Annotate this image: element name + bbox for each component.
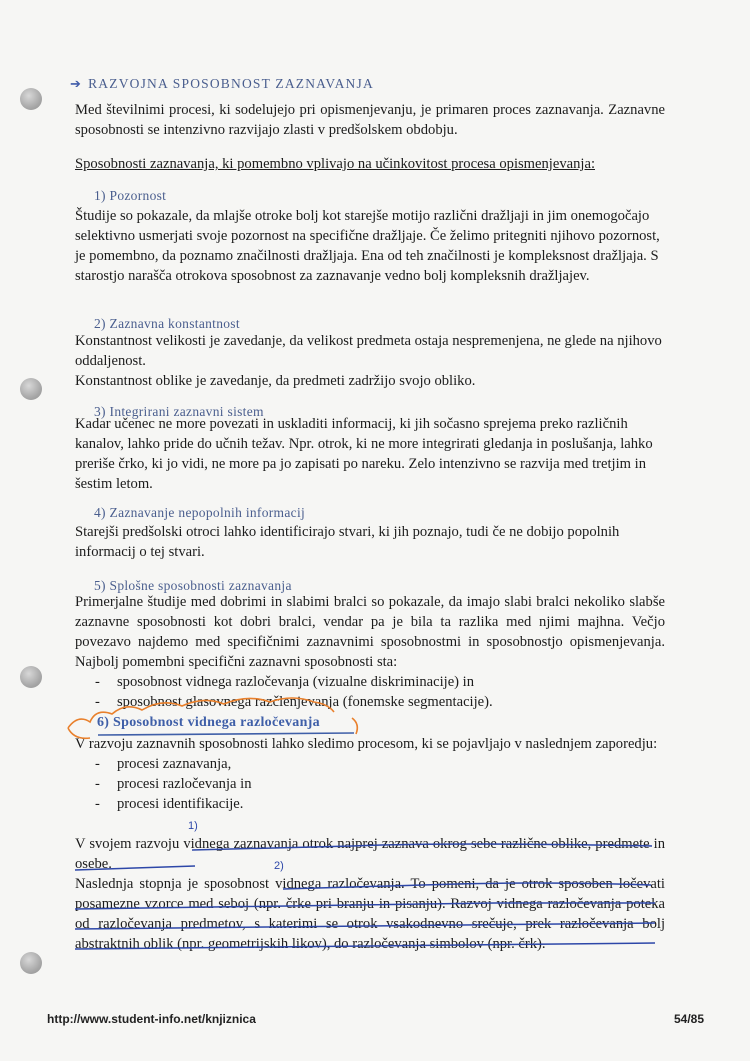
section-body-5: [75, 592, 665, 712]
main-heading: ➔ RAZVOJNA SPOSOBNOST ZAZNAVANJA: [70, 76, 374, 91]
highlight-cloud-end: [352, 718, 357, 734]
section-body-5-text: Primerjalne študije med dobrimi in slabimi bralci so pokazale, da imajo slabi bralci nekoliko slabše zaznavne sposobnosti kot dobri bralci, vendar pa je bila ta razlika med njimi majhna. Večjo povezavo najdemo med specifičnimi zaznavnimi sposobnostmi in sposobnostjo opismenjevanja. Najbolj pomembni specifični zaznavni sposobnosti sta:: [75, 594, 665, 670]
section-title-3: 3) Integrirani zaznavni sistem: [94, 404, 264, 419]
section-body-2: [75, 331, 665, 391]
section-body-1: Študije so pokazale, da mlajše otroke bolj kot starejše motijo različni dražljaji in jim onemogočajo selektivno usmerjati svoje pozornost na specifične dražljaje. Če želimo pritegniti njihovo pozornost, je pomembno, da poznamo značilnosti dražljaja. Ena od teh značilnosti je kompleksnost dražljaja. S starostjo narašča otrokova sposobnost za zaznavanje vedno bolj kompleksnih dražljajev.: [75, 208, 660, 284]
section-title-4: 4) Zaznavanje nepopolnih informacij: [94, 505, 306, 520]
subheading-underlined: Sposobnosti zaznavanja, ki pomembno vplivajo na učinkovitost procesa opismenjevanja:: [75, 156, 595, 172]
handwritten-annotation-2: 2): [274, 860, 284, 872]
section-title-1: 1) Pozornost: [94, 188, 167, 203]
footer-url[interactable]: http://www.student-info.net/knjiznica: [47, 1012, 256, 1026]
section-body-2-line-1: Konstantnost velikosti je zavedanje, da velikost predmeta ostaja nespremenjena, ne glede na njihovo oddaljenost.: [75, 333, 662, 369]
page-number: 54/85: [673, 1012, 704, 1026]
section-body-4: Starejši predšolski otroci lahko identificirajo stvari, ki jih poznajo, tudi če ne dobijo popolnih informacij o tej stvari.: [75, 524, 620, 560]
section-6-paragraph-1: V svojem razvoju vidnega zaznavanja otrok najprej zaznava okrog sebe različne oblike, predmete in osebe.: [75, 836, 665, 872]
section-body-3: Kadar učenec ne more povezati in uskladiti informacij, ki jih sočasno sprejema preko različnih kanalov, lahko pride do učnih težav. Npr. otrok, ki ne more integrirati gledanja in poslušanja, lahko preriše črko, ki jo vidi, ne more pa jo zapisati po nareku. Zelo intenzivno se razvija med tretjim in šestim letom.: [75, 416, 653, 492]
section-body-6-text: V razvoju zaznavnih sposobnosti lahko sledimo procesom, ki se pojavljajo v naslednjem zaporedju:: [75, 736, 658, 752]
section-5-list: [75, 672, 665, 712]
list-item: - procesi razločevanja in: [75, 774, 665, 794]
list-item: - procesi zaznavanja,: [75, 754, 665, 774]
section-body-2-line-2: Konstantnost oblike je zavedanje, da predmeti zadržijo svojo obliko.: [75, 373, 476, 389]
punch-hole: [20, 952, 42, 974]
section-6-list: [75, 754, 665, 814]
punch-hole: [20, 88, 42, 110]
section-6-paragraph-2: Naslednja stopnja je sposobnost vidnega razločevanja. To pomeni, da je otrok sposoben ločevati posamezne vzorce med seboj (npr. črke pri branju in pisanju). Razvoj vidnega razločevanja poteka od razločevanja predmetov, s katerimi se otrok vsakodnevno srečuje, prek razločevanja bolj abstraktnih oblik (npr. geometrijskih likov), do razločevanja simbolov (npr. črk).: [75, 876, 665, 952]
section-title-5: 5) Splošne sposobnosti zaznavanja: [94, 578, 292, 593]
punch-hole: [20, 378, 42, 400]
list-item: - procesi identifikacije.: [75, 794, 665, 814]
list-item: - sposobnost vidnega razločevanja (vizualne diskriminacije) in: [75, 672, 665, 692]
arrow-icon: ➔: [70, 76, 83, 91]
handwritten-annotation-1: 1): [188, 820, 198, 832]
punch-hole: [20, 666, 42, 688]
section-body-6: [75, 734, 665, 814]
intro-paragraph: Med številnimi procesi, ki sodelujejo pri opismenjevanju, je primaren proces zaznavanja. Zaznavne sposobnosti se intenzivno razvijajo zlasti v predšolskem obdobju.: [75, 102, 665, 138]
section-title-2: 2) Zaznavna konstantnost: [94, 316, 240, 331]
section-title-6: 6) Sposobnost vidnega razločevanja: [97, 715, 320, 730]
list-item: - sposobnost glasovnega razčlenjevanja (fonemske segmentacije).: [75, 692, 665, 712]
